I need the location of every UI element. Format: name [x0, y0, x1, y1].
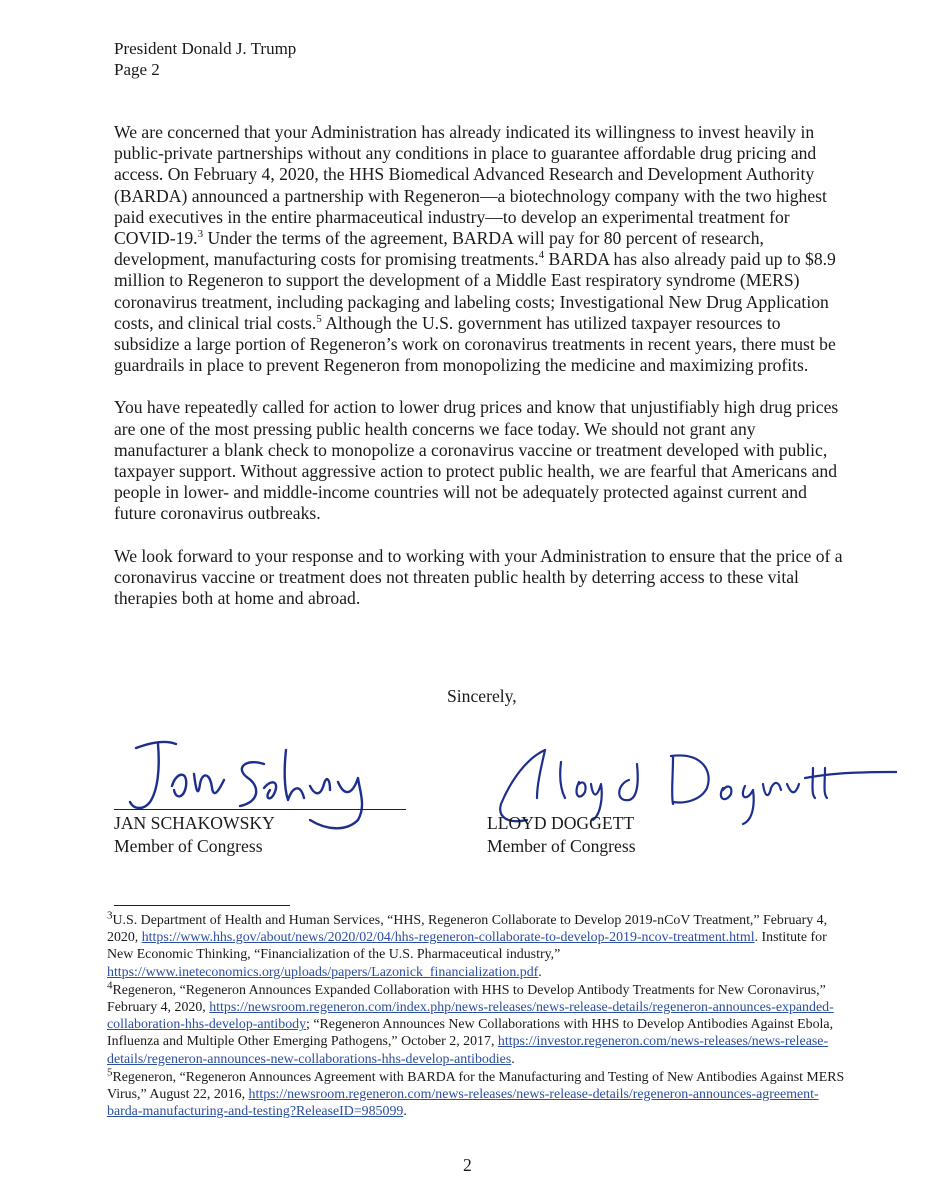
footnote-text: Regeneron, “Regeneron Announces Expanded Collaboration with HHS to Develop Antibody Treatments for New Coronavirus,” February 4, 2020,: [107, 982, 826, 1016]
footnote-link[interactable]: https://newsroom.regeneron.com/news-releases/news-release-details/regeneron-announces-agreement-barda-manufacturing-and-testing?ReleaseID=985099: [107, 1087, 819, 1120]
body-paragraph: [114, 397, 844, 524]
footnote-link[interactable]: https://newsroom.regeneron.com/index.php/news-releases/news-release-details/regeneron-announces-expanded-collaboration-hhs-develop-antibody: [107, 1000, 834, 1033]
letter-body: [114, 122, 844, 630]
signatory-name: LLOYD DOGGETT: [487, 813, 635, 833]
signatory-title: Member of Congress: [114, 836, 263, 856]
addressee: President Donald J. Trump: [114, 39, 297, 58]
signatory-name: JAN SCHAKOWSKY: [114, 813, 275, 833]
footnote-number: 5: [107, 1066, 113, 1079]
footnotes: [107, 909, 847, 1121]
footnote-ref: 5: [316, 312, 322, 325]
footnote-text: . Institute for New Economic Thinking, “Financialization of the U.S. Pharmaceutical industry,”: [107, 930, 827, 963]
signature-line: [114, 809, 406, 810]
footnote-text: U.S. Department of Health and Human Services, “HHS, Regeneron Collaborate to Develop 2019-nCoV Treatment,” February 4, 2020,: [107, 913, 828, 946]
footnote-number: 4: [107, 979, 113, 992]
footnote-ref: 3: [197, 228, 204, 241]
footnote: [107, 909, 847, 981]
paragraph-text: We look forward to your response and to working with your Administration to ensure that the price of a coronavirus vaccine or treatment does not threaten public health by deterring access to these vital therapies both at home and abroad.: [114, 545, 843, 609]
footnote-text: .: [538, 964, 542, 980]
footnote-text: .: [403, 1104, 407, 1120]
page-label: Page 2: [114, 60, 160, 79]
footnote-number: 3: [107, 909, 113, 922]
footnote-text: Regeneron, “Regeneron Announces Agreement with BARDA for the Manufacturing and Testing of New Antibodies Against MERS Virus,” August 22, 2016,: [107, 1069, 845, 1103]
letter-header: [114, 38, 296, 80]
footnote-link[interactable]: https://www.ineteconomics.org/uploads/papers/Lazonick_financialization.pdf: [107, 964, 539, 980]
closing: Sincerely,: [447, 686, 517, 706]
paragraph-text: Under the terms of the agreement, BARDA will pay for 80 percent of research, development, manufacturing costs for promising treatments.: [114, 228, 764, 270]
footnote-link[interactable]: https://www.hhs.gov/about/news/2020/02/04/hhs-regeneron-collaborate-to-develop-2019-ncov-treatment.html: [141, 930, 755, 946]
paragraph-text: We are concerned that your Administration has already indicated its willingness to invest heavily in public-private partnerships without any conditions in place to guarantee affordable drug pricing and access. On February 4, 2020, the HHS Biomedical Advanced Research and Development Authority (BARDA) announced a partnership with Regeneron—a biotechnology company with the two highest paid executives in the entire pharmaceutical industry—to develop an experimental treatment for COVID-19.: [114, 122, 827, 249]
footnote-text: .: [511, 1051, 515, 1067]
footnote-text: ; “Regeneron Announces New Collaborations with HHS to Develop Antibodies Against Ebola, Influenza and Multiple Other Emerging Pathogens,” October 2, 2017,: [107, 1017, 834, 1050]
footnote-divider: [114, 905, 290, 906]
page-number: 2: [463, 1155, 472, 1175]
footnote-link[interactable]: https://investor.regeneron.com/news-releases/news-release-details/regeneron-announces-new-collaborations-hhs-develop-antibodies: [107, 1034, 829, 1067]
body-paragraph: [114, 546, 844, 610]
footnote: [107, 979, 847, 1068]
body-paragraph: [114, 122, 844, 376]
paragraph-text: BARDA has also already paid up to $8.9 million to Regeneron to support the development of a Middle East respiratory syndrome (MERS) coronavirus treatment, including packaging and labeling costs; Investigational New Drug Application costs, and clinical trial costs.: [114, 249, 836, 333]
footnote-ref: 4: [538, 249, 545, 262]
footnote: [107, 1066, 847, 1121]
signatory-title: Member of Congress: [487, 836, 636, 856]
paragraph-text: You have repeatedly called for action to lower drug prices and know that unjustifiably high drug prices are one of the most pressing public health concerns we face today. We should not grant any manufacturer a blank check to monopolize a coronavirus vaccine or treatment developed with public, taxpayer support. Without aggressive action to protect public health, we are fearful that Americans and people in lower- and middle-income countries will not be adequately protected against current and future coronavirus outbreaks.: [114, 397, 839, 524]
paragraph-text: Although the U.S. government has utilized taxpayer resources to subsidize a large portion of Regeneron’s work on coronavirus treatments in recent years, there must be guardrails in place to prevent Regeneron from monopolizing the medicine and maximizing profits.: [114, 312, 836, 376]
